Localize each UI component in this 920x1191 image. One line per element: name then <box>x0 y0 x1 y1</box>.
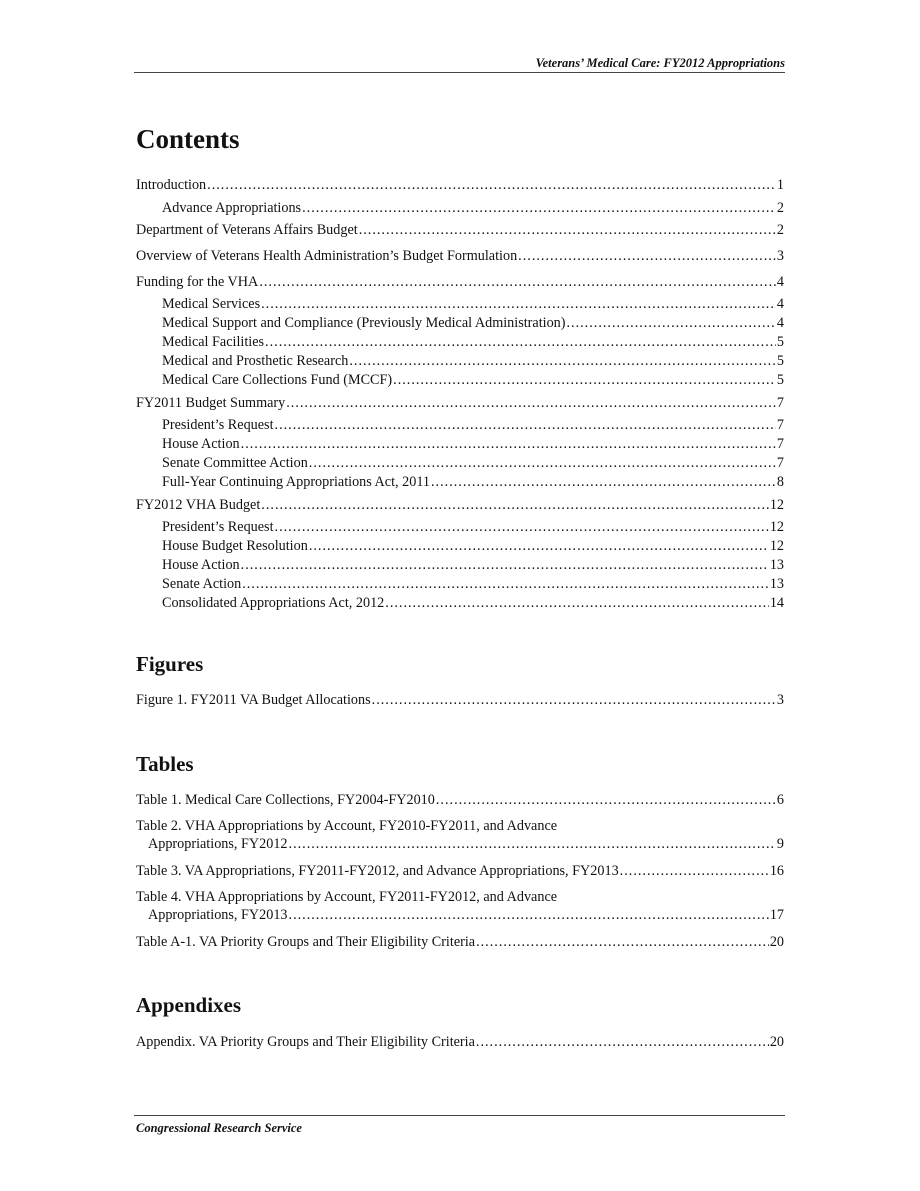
toc-entry-table-4[interactable]: Table 4. VHA Appropriations by Account, FY2011-FY2012, and Advance Appropriations, FY2013 ..... 17 <box>136 888 784 924</box>
contents-heading: Contents <box>136 124 240 154</box>
toc-entry-medical-support-compliance[interactable]: Medical Support and Compliance (Previously Medical Administration) ..... 4 <box>162 314 784 332</box>
toc-entry-fy2012-vha-budget[interactable]: FY2012 VHA Budget ..... 12 <box>136 496 784 514</box>
toc-entry-funding-for-vha[interactable]: Funding for the VHA ..... 4 <box>136 273 784 291</box>
toc-entry-fy2011-budget-summary[interactable]: FY2011 Budget Summary ..... 7 <box>136 394 784 412</box>
toc-entry-fy2012-house-action[interactable]: House Action ..... 13 <box>162 556 784 574</box>
toc-entry-figure-1[interactable]: Figure 1. FY2011 VA Budget Allocations ..... 3 <box>136 691 784 709</box>
toc-entry-house-budget-resolution[interactable]: House Budget Resolution ..... 12 <box>162 537 784 555</box>
toc-entry-senate-action[interactable]: Senate Action ..... 13 <box>162 575 784 593</box>
figures-heading: Figures <box>136 652 204 676</box>
toc-entry-medical-prosthetic-research[interactable]: Medical and Prosthetic Research ..... 5 <box>162 352 784 370</box>
appendixes-heading: Appendixes <box>136 993 242 1017</box>
toc-entry-va-budget[interactable]: Department of Veterans Affairs Budget ..... 2 <box>136 221 784 239</box>
header-rule <box>134 72 785 73</box>
running-footer: Congressional Research Service <box>136 1121 302 1135</box>
running-header: Veterans’ Medical Care: FY2012 Appropriations <box>535 56 785 70</box>
toc-entry-appendix[interactable]: Appendix. VA Priority Groups and Their Eligibility Criteria ..... 20 <box>136 1033 784 1051</box>
toc-entry-continuing-appropriations-2011[interactable]: Full-Year Continuing Appropriations Act, 2011 ..... 8 <box>162 473 784 491</box>
toc-entry-fy2012-presidents-request[interactable]: President’s Request ..... 12 <box>162 518 784 536</box>
toc-entry-fy2011-presidents-request[interactable]: President’s Request ..... 7 <box>162 416 784 434</box>
toc-entry-fy2011-house-action[interactable]: House Action ..... 7 <box>162 435 784 453</box>
tables-heading: Tables <box>136 752 194 776</box>
toc-entry-introduction[interactable]: Introduction ..... 1 <box>136 176 784 194</box>
toc-entry-senate-committee-action[interactable]: Senate Committee Action ..... 7 <box>162 454 784 472</box>
toc-entry-table-2[interactable]: Table 2. VHA Appropriations by Account, FY2010-FY2011, and Advance Appropriations, FY2012 ..... 9 <box>136 817 784 853</box>
toc-entry-mccf[interactable]: Medical Care Collections Fund (MCCF) ..... 5 <box>162 371 784 389</box>
toc-entry-table-3[interactable]: Table 3. VA Appropriations, FY2011-FY2012, and Advance Appropriations, FY2013 ..... 16 <box>136 862 784 880</box>
toc-entry-medical-facilities[interactable]: Medical Facilities ..... 5 <box>162 333 784 351</box>
toc-entry-consolidated-appropriations-2012[interactable]: Consolidated Appropriations Act, 2012 ..... 14 <box>162 594 784 612</box>
toc-entry-vha-budget-formulation[interactable]: Overview of Veterans Health Administration’s Budget Formulation ..... 3 <box>136 247 784 265</box>
toc-entry-advance-appropriations[interactable]: Advance Appropriations ..... 2 <box>162 199 784 217</box>
toc-entry-medical-services[interactable]: Medical Services ..... 4 <box>162 295 784 313</box>
footer-rule <box>134 1115 785 1116</box>
toc-entry-table-a1[interactable]: Table A-1. VA Priority Groups and Their Eligibility Criteria ..... 20 <box>136 933 784 951</box>
toc-entry-table-1[interactable]: Table 1. Medical Care Collections, FY2004-FY2010 ..... 6 <box>136 791 784 809</box>
